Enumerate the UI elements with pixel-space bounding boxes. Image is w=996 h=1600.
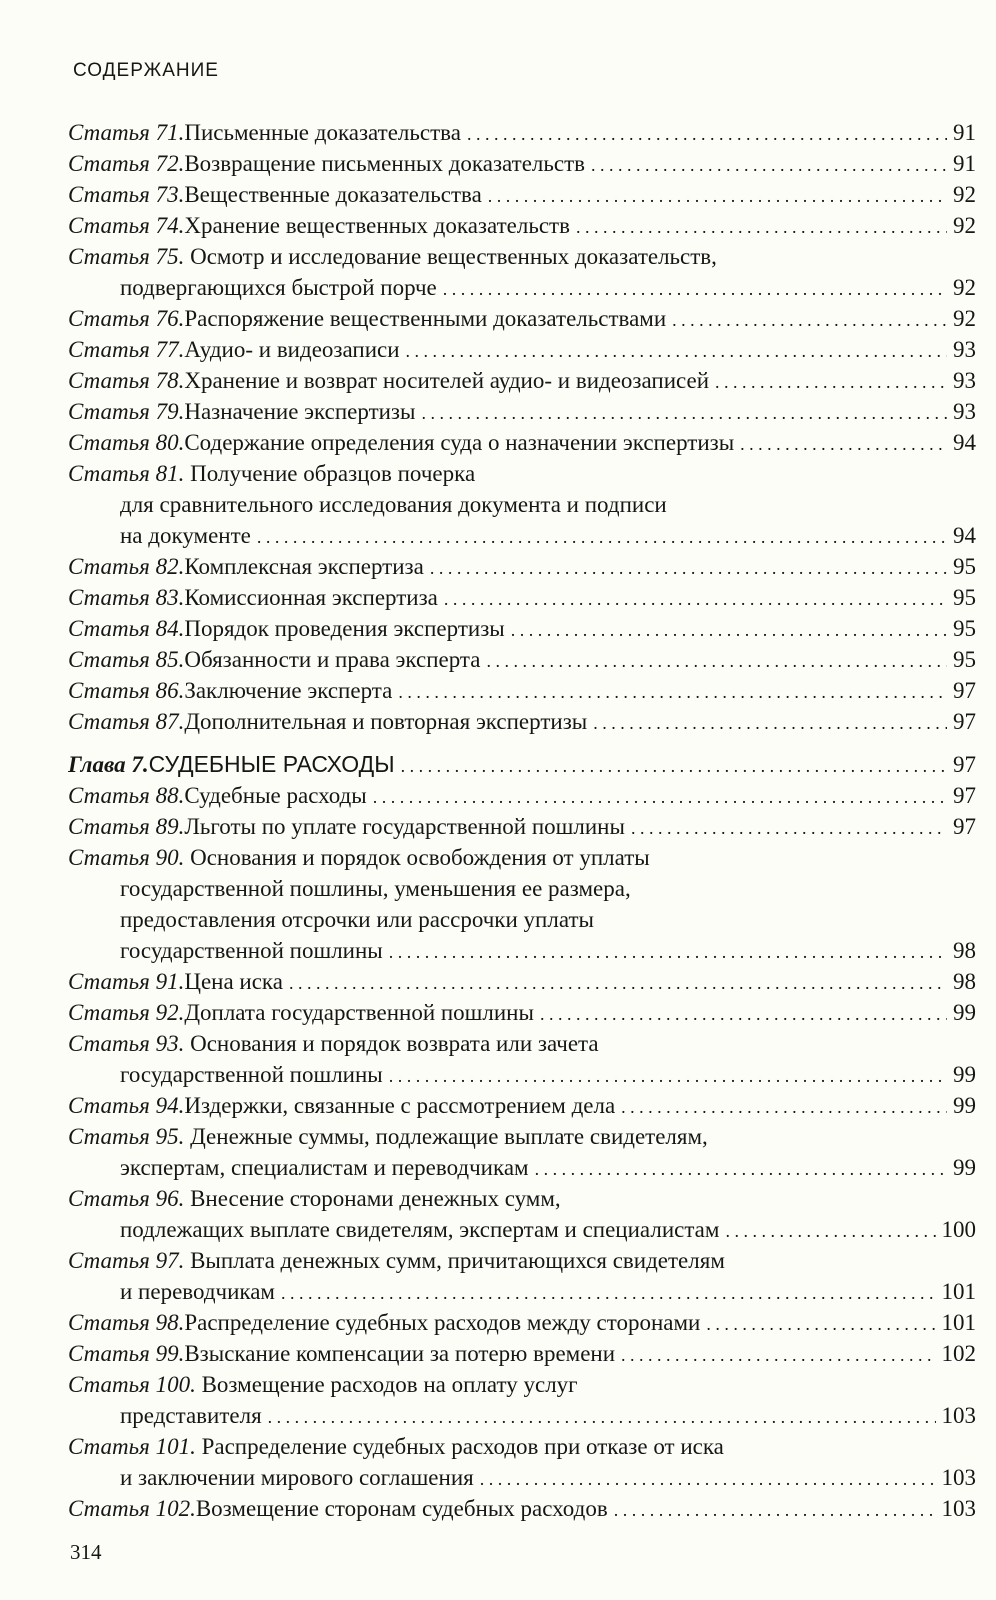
- dot-leader: [373, 782, 947, 811]
- entry-page-number: 94: [953, 430, 976, 455]
- toc-line: [68, 675, 976, 706]
- entry-label: Статья 74.: [68, 213, 185, 238]
- entry-label: Статья 82.: [68, 554, 185, 579]
- toc-line: [68, 706, 976, 737]
- entry-title: Вещественные доказательства: [184, 182, 482, 207]
- entry-label: Статья 89.: [68, 814, 185, 839]
- toc-line: [68, 1152, 976, 1183]
- entry-page-number: 103: [941, 1465, 976, 1490]
- entry-title: Получение образцов почерка: [190, 461, 476, 486]
- toc-line: [68, 1214, 976, 1245]
- entry-title: Денежные суммы, подлежащие выплате свидетелям,: [190, 1124, 708, 1149]
- entry-page-number: 92: [953, 275, 976, 300]
- toc-line: [68, 904, 976, 935]
- toc-line: [68, 458, 976, 489]
- dot-leader: [576, 212, 947, 241]
- entry-page-number: 97: [953, 752, 976, 777]
- entry-page-number: 94: [953, 523, 976, 548]
- dot-leader: [486, 646, 947, 675]
- entry-title: Основания и порядок освобождения от уплаты: [190, 845, 650, 870]
- entry-label: Статья 92.: [68, 1000, 185, 1025]
- entry-label: Статья 101.: [68, 1434, 196, 1459]
- toc-line: [68, 365, 976, 396]
- toc-entry: [68, 303, 976, 334]
- dot-leader: [430, 553, 947, 582]
- dot-leader: [725, 1216, 935, 1245]
- toc-line: [68, 613, 976, 644]
- entry-page-number: 103: [941, 1496, 976, 1521]
- entry-title: Распоряжение вещественными доказательствами: [184, 306, 667, 331]
- entry-title: для сравнительного исследования документа и подписи: [120, 492, 667, 517]
- entry-page-number: 97: [953, 814, 976, 839]
- dot-leader: [672, 305, 947, 334]
- entry-title: на документе: [120, 523, 251, 548]
- dot-leader: [406, 336, 947, 365]
- dot-leader: [421, 398, 947, 427]
- toc-line: [68, 334, 976, 365]
- toc-line: [68, 210, 976, 241]
- entry-label: Статья 83.: [68, 585, 185, 610]
- entry-title: Распределение судебных расходов при отказе от иска: [201, 1434, 724, 1459]
- entry-title: Распределение судебных расходов между сторонами: [184, 1310, 701, 1335]
- toc-line: [68, 1059, 976, 1090]
- toc-entry: [68, 1338, 976, 1369]
- toc-entry: [68, 427, 976, 458]
- toc-entry: [68, 241, 976, 303]
- table-of-contents: [68, 117, 976, 1524]
- toc-entry: [68, 396, 976, 427]
- entry-title: государственной пошлины, уменьшения ее размера,: [120, 876, 631, 901]
- running-header: СОДЕРЖАНИЕ: [73, 60, 219, 81]
- entry-label: Статья 72.: [68, 151, 185, 176]
- toc-entry: [68, 179, 976, 210]
- entry-label: Статья 75.: [68, 244, 185, 269]
- entry-title: предоставления отсрочки или рассрочки уплаты: [120, 907, 594, 932]
- toc-line: [68, 644, 976, 675]
- entry-page-number: 95: [953, 616, 976, 641]
- entry-title: Возмещение расходов на оплату услуг: [201, 1372, 578, 1397]
- entry-page-number: 99: [953, 1093, 976, 1118]
- entry-title: Возмещение сторонам судебных расходов: [195, 1496, 608, 1521]
- toc-line: [68, 117, 976, 148]
- dot-leader: [540, 999, 947, 1028]
- entry-title: подлежащих выплате свидетелям, экспертам и специалистам: [120, 1217, 720, 1242]
- dot-leader: [268, 1402, 936, 1431]
- entry-label: Статья 79.: [68, 399, 185, 424]
- toc-line: [68, 1462, 976, 1493]
- toc-line: [68, 1431, 976, 1462]
- entry-label: Статья 84.: [68, 616, 185, 641]
- dot-leader: [631, 813, 947, 842]
- entry-page-number: 99: [953, 1155, 976, 1180]
- toc-entry: [68, 966, 976, 997]
- entry-label: Статья 96.: [68, 1186, 185, 1211]
- toc-entry: [68, 1431, 976, 1493]
- entry-title: подвергающихся быстрой порче: [120, 275, 437, 300]
- dot-leader: [488, 181, 947, 210]
- entry-label: Статья 100.: [68, 1372, 196, 1397]
- toc-line: [68, 780, 976, 811]
- entry-title: Выплата денежных сумм, причитающихся свидетелям: [190, 1248, 725, 1273]
- dot-leader: [621, 1340, 935, 1369]
- entry-title: экспертам, специалистам и переводчикам: [120, 1155, 529, 1180]
- entry-label: Статья 77.: [68, 337, 185, 362]
- entry-title: Льготы по уплате государственной пошлины: [184, 814, 625, 839]
- toc-line: [68, 1245, 976, 1276]
- entry-title: Издержки, связанные с рассмотрением дела: [184, 1093, 616, 1118]
- entry-title: Хранение вещественных доказательств: [184, 213, 570, 238]
- toc-entry: [68, 1307, 976, 1338]
- toc-entry: [68, 780, 976, 811]
- entry-page-number: 101: [941, 1310, 976, 1335]
- entry-label: Статья 87.: [68, 709, 185, 734]
- entry-title: Дополнительная и повторная экспертизы: [184, 709, 588, 734]
- dot-leader: [401, 751, 947, 780]
- toc-line: [68, 148, 976, 179]
- toc-line: [68, 489, 976, 520]
- entry-page-number: 95: [953, 647, 976, 672]
- toc-line: [68, 811, 976, 842]
- entry-label: Статья 71.: [68, 120, 185, 145]
- toc-entry: [68, 210, 976, 241]
- dot-leader: [257, 522, 947, 551]
- entry-title: Комиссионная экспертиза: [184, 585, 438, 610]
- entry-label: Статья 76.: [68, 306, 185, 331]
- toc-entry: [68, 1183, 976, 1245]
- entry-page-number: 97: [953, 678, 976, 703]
- entry-title: и заключении мирового соглашения: [120, 1465, 474, 1490]
- toc-line: [68, 842, 976, 873]
- toc-line: [68, 935, 976, 966]
- entry-page-number: 97: [953, 783, 976, 808]
- entry-label: Статья 73.: [68, 182, 185, 207]
- entry-page-number: 95: [953, 554, 976, 579]
- dot-leader: [740, 429, 947, 458]
- entry-page-number: 95: [953, 585, 976, 610]
- entry-page-number: 93: [953, 399, 976, 424]
- entry-label: Статья 88.: [68, 783, 185, 808]
- entry-title: Судебные расходы: [184, 783, 367, 808]
- toc-line: [68, 272, 976, 303]
- entry-title: Хранение и возврат носителей аудио- и видеозаписей: [184, 368, 710, 393]
- toc-line: [68, 966, 976, 997]
- entry-page-number: 97: [953, 709, 976, 734]
- entry-label: Статья 78.: [68, 368, 185, 393]
- dot-leader: [389, 937, 947, 966]
- entry-title: Письменные доказательства: [184, 120, 461, 145]
- toc-line: [68, 1307, 976, 1338]
- entry-label: Статья 95.: [68, 1124, 185, 1149]
- toc-line: [68, 551, 976, 582]
- entry-label: Статья 85.: [68, 647, 185, 672]
- entry-title: Цена иска: [184, 969, 283, 994]
- entry-title: Комплексная экспертиза: [184, 554, 424, 579]
- entry-title: СУДЕБНЫЕ РАСХОДЫ: [148, 751, 395, 777]
- entry-page-number: 92: [953, 182, 976, 207]
- entry-title: Основания и порядок возврата или зачета: [190, 1031, 599, 1056]
- toc-line: [68, 179, 976, 210]
- entry-label: Статья 91.: [68, 969, 185, 994]
- dot-leader: [480, 1464, 936, 1493]
- entry-page-number: 101: [941, 1279, 976, 1304]
- entry-page-number: 92: [953, 306, 976, 331]
- toc-entry: [68, 811, 976, 842]
- toc-line: [68, 1028, 976, 1059]
- entry-page-number: 98: [953, 938, 976, 963]
- toc-line: [68, 749, 976, 780]
- toc-entry: [68, 842, 976, 966]
- toc-entry: [68, 997, 976, 1028]
- toc-entry: [68, 1369, 976, 1431]
- dot-leader: [467, 119, 947, 148]
- entry-page-number: 99: [953, 1000, 976, 1025]
- toc-entry: [68, 1245, 976, 1307]
- toc-line: [68, 1121, 976, 1152]
- dot-leader: [289, 968, 947, 997]
- dot-leader: [444, 584, 947, 613]
- toc-entry: [68, 1028, 976, 1090]
- entry-title: государственной пошлины: [120, 938, 383, 963]
- entry-title: представителя: [120, 1403, 262, 1428]
- toc-line: [68, 1090, 976, 1121]
- entry-label: Статья 86.: [68, 678, 185, 703]
- entry-page-number: 91: [953, 151, 976, 176]
- dot-leader: [443, 274, 947, 303]
- entry-title: Заключение эксперта: [184, 678, 393, 703]
- toc-line: [68, 427, 976, 458]
- entry-label: Статья 102.: [68, 1496, 196, 1521]
- dot-leader: [621, 1092, 947, 1121]
- entry-title: Доплата государственной пошлины: [184, 1000, 534, 1025]
- toc-line: [68, 1183, 976, 1214]
- entry-page-number: 102: [941, 1341, 976, 1366]
- dot-leader: [398, 677, 947, 706]
- toc-entry: [68, 613, 976, 644]
- toc-line: [68, 520, 976, 551]
- toc-entry: [68, 334, 976, 365]
- toc-line: [68, 582, 976, 613]
- toc-entry: [68, 675, 976, 706]
- dot-leader: [511, 615, 947, 644]
- toc-entry: [68, 458, 976, 551]
- dot-leader: [715, 367, 947, 396]
- toc-line: [68, 396, 976, 427]
- toc-entry: [68, 644, 976, 675]
- toc-line: [68, 1369, 976, 1400]
- dot-leader: [535, 1154, 947, 1183]
- dot-leader: [593, 708, 947, 737]
- entry-title: Обязанности и права эксперта: [184, 647, 481, 672]
- entry-label: Статья 93.: [68, 1031, 185, 1056]
- entry-label: Статья 97.: [68, 1248, 185, 1273]
- entry-page-number: 100: [941, 1217, 976, 1242]
- toc-line: [68, 1276, 976, 1307]
- entry-label: Статья 80.: [68, 430, 185, 455]
- toc-line: [68, 873, 976, 904]
- toc-entry: [68, 582, 976, 613]
- entry-title: Содержание определения суда о назначении экспертизы: [184, 430, 735, 455]
- toc-line: [68, 997, 976, 1028]
- toc-line: [68, 303, 976, 334]
- entry-page-number: 93: [953, 368, 976, 393]
- entry-page-number: 103: [941, 1403, 976, 1428]
- dot-leader: [614, 1495, 936, 1524]
- entry-title: Назначение экспертизы: [184, 399, 416, 424]
- toc-entry: [68, 117, 976, 148]
- entry-page-number: 92: [953, 213, 976, 238]
- entry-title: Порядок проведения экспертизы: [184, 616, 505, 641]
- toc-line: [68, 1493, 976, 1524]
- entry-label: Глава 7.: [68, 752, 149, 777]
- page-number: 314: [70, 1540, 102, 1564]
- toc-entry: [68, 1493, 976, 1524]
- dot-leader: [281, 1278, 936, 1307]
- entry-title: Возвращение письменных доказательств: [184, 151, 585, 176]
- entry-label: Статья 81.: [68, 461, 185, 486]
- entry-label: Статья 90.: [68, 845, 185, 870]
- toc-line: [68, 1338, 976, 1369]
- entry-title: и переводчикам: [120, 1279, 275, 1304]
- entry-label: Статья 99.: [68, 1341, 185, 1366]
- toc-entry: [68, 1121, 976, 1183]
- toc-entry: [68, 706, 976, 737]
- entry-title: Осмотр и исследование вещественных доказательств,: [190, 244, 717, 269]
- entry-page-number: 99: [953, 1062, 976, 1087]
- dot-leader: [591, 150, 947, 179]
- entry-label: Статья 98.: [68, 1310, 185, 1335]
- entry-label: Статья 94.: [68, 1093, 185, 1118]
- entry-title: Аудио- и видеозаписи: [184, 337, 400, 362]
- toc-line: [68, 1400, 976, 1431]
- dot-leader: [389, 1061, 947, 1090]
- entry-page-number: 93: [953, 337, 976, 362]
- entry-title: Внесение сторонами денежных сумм,: [190, 1186, 561, 1211]
- toc-entry: [68, 551, 976, 582]
- toc-line: [68, 241, 976, 272]
- toc-entry: [68, 365, 976, 396]
- entry-title: государственной пошлины: [120, 1062, 383, 1087]
- entry-page-number: 98: [953, 969, 976, 994]
- toc-chapter: [68, 749, 976, 780]
- entry-title: Взыскание компенсации за потерю времени: [184, 1341, 616, 1366]
- toc-entry: [68, 148, 976, 179]
- entry-page-number: 91: [953, 120, 976, 145]
- toc-entry: [68, 1090, 976, 1121]
- dot-leader: [706, 1309, 935, 1338]
